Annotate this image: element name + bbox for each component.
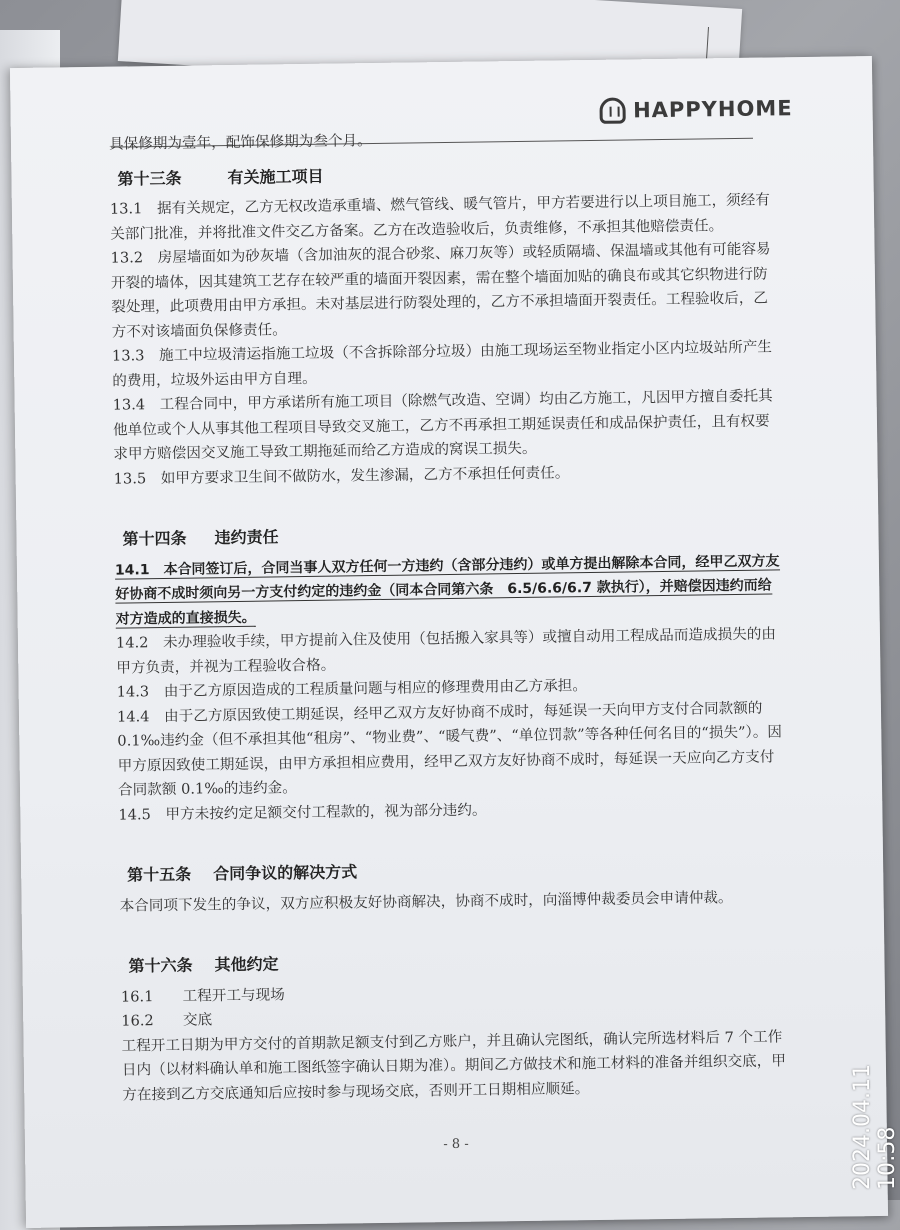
section-14 xyxy=(114,518,786,827)
clause-13-5: 13.5 如甲方要求卫生间不做防水，发生渗漏，乙方不承担任何责任。 xyxy=(113,463,570,488)
section-heading xyxy=(117,158,777,192)
section-title: 其他约定 xyxy=(214,954,279,975)
clause-16-2: 16.2 交底 xyxy=(121,1011,213,1030)
section-heading xyxy=(122,518,782,552)
clause-16-1: 16.1 工程开工与现场 xyxy=(120,985,285,1006)
timestamp-watermark: 2024.04.11 10:58 xyxy=(850,1064,900,1190)
section-15 xyxy=(119,854,788,918)
section-number: 第十六条 xyxy=(128,955,193,976)
section-number: 第十五条 xyxy=(127,864,192,885)
clause-13-3: 13.3 施工中垃圾清运指施工垃圾（不含拆除部分垃圾）由施工现场运至物业指定小区内垃圾站所产生的费用，垃圾外运由甲方自理。 xyxy=(111,338,773,390)
clause-14-2: 14.2 未办理验收手续，甲方提前入住及使用（包括搬入家具等）或擅自动用工程成品而造成损失的由甲方负责，并视为工程验收合格。 xyxy=(115,625,777,677)
section-15-body: 本合同项下发生的争议，双方应积极友好协商解决，协商不成时，向淄博仲裁委员会申请仲裁。 xyxy=(119,888,733,915)
clause-13-1: 13.1 据有关规定，乙方无权改造承重墙、燃气管线、暖气管片，甲方若要进行以上项目施工，须经有关部门批准，并将批准文件交乙方备案。乙方在改造验收后，负责维修，不承担其他赔偿责任。 xyxy=(109,191,771,243)
page-content xyxy=(109,123,791,1107)
logo-text: HAPPYHOME xyxy=(632,96,793,123)
clause-14-5: 14.5 甲方未按约定足额交付工程款的，视为部分违约。 xyxy=(118,800,487,824)
page-number: - 8 - xyxy=(443,1136,469,1153)
section-number: 第十四条 xyxy=(122,528,187,549)
clause-14-1-text: 14.1 本合同签订后，合同当事人双方任何一方违约（含部分违约）或单方提出解除本合同，经甲乙双方友好协商不成时须向另一方支付约定的违约金（同本合同第六条 6.5/6.6/6.7 款执行），并赔偿因违约而给对方造成的直接损失。 xyxy=(114,552,780,628)
clause-14-1 xyxy=(115,549,784,632)
section-number: 第十三条 xyxy=(117,168,182,189)
section-title: 有关施工项目 xyxy=(227,166,324,187)
clause-14-4: 14.4 由于乙方原因致使工期延误，经甲乙双方友好协商不成时，每延误一天向甲方支付合同款额的 0.1‰违约金（但不承担其他“租房”、“物业费”、“暖气费”、“单位罚款”等各种任何名目的“损失”）。因甲方原因致使工期延误，由甲方承担相应费用，经甲乙双方友好协商不成时，每延误一天应向乙方支付合同款额 0.1‰的违约金。 xyxy=(116,699,783,799)
contract-page xyxy=(10,56,900,1228)
clause-13-2: 13.2 房屋墙面如为砂灰墙（含加油灰的混合砂浆、麻刀灰等）或轻质隔墙、保温墙或其他有可能容易开裂的墙体，因其建筑工艺存在较严重的墙面开裂因素，需在整个墙面加贴的确良布或其它织物进行防裂处理，此项费用由甲方承担。未对基层进行防裂处理的，乙方不承担墙面开裂责任。工程验收后，乙方不对该墙面负保修责任。 xyxy=(110,240,771,341)
clause-13-4: 13.4 工程合同中，甲方承诺所有施工项目（除燃气改造、空调）均由乙方施工，凡因甲方擅自委托其他单位或个人从事其他工程项目导致交叉施工，乙方不再承担工期延误责任和成品保护责任，且有权要求甲方赔偿因交叉施工导致工期拖延而给乙方造成的窝误工损失。 xyxy=(112,387,773,463)
section-heading xyxy=(128,945,788,979)
section-16-body: 工程开工日期为甲方交付的首期款足额支付到乙方账户，并且确认完图纸，确认完所选材料后 7 个工作日内（以材料确认单和施工图纸签字确认日期为准）。期间乙方做技术和施工材料的准备并组织交底，甲方在接到乙方交底通知后应按时参与现场交底，否则开工日期相应顺延。 xyxy=(121,1027,787,1104)
section-title: 合同争议的解决方式 xyxy=(213,862,358,884)
section-title: 违约责任 xyxy=(214,527,279,548)
section-16 xyxy=(120,945,790,1107)
clause-14-3: 14.3 由于乙方原因造成的工程质量问题与相应的修理费用由乙方承担。 xyxy=(116,677,588,701)
section-13 xyxy=(109,158,781,492)
continued-text: 具保修期为壹年，配饰保修期为叁个月。 xyxy=(108,132,372,153)
section-heading xyxy=(127,854,787,888)
house-logo-icon xyxy=(599,97,625,123)
company-logo xyxy=(599,95,793,124)
